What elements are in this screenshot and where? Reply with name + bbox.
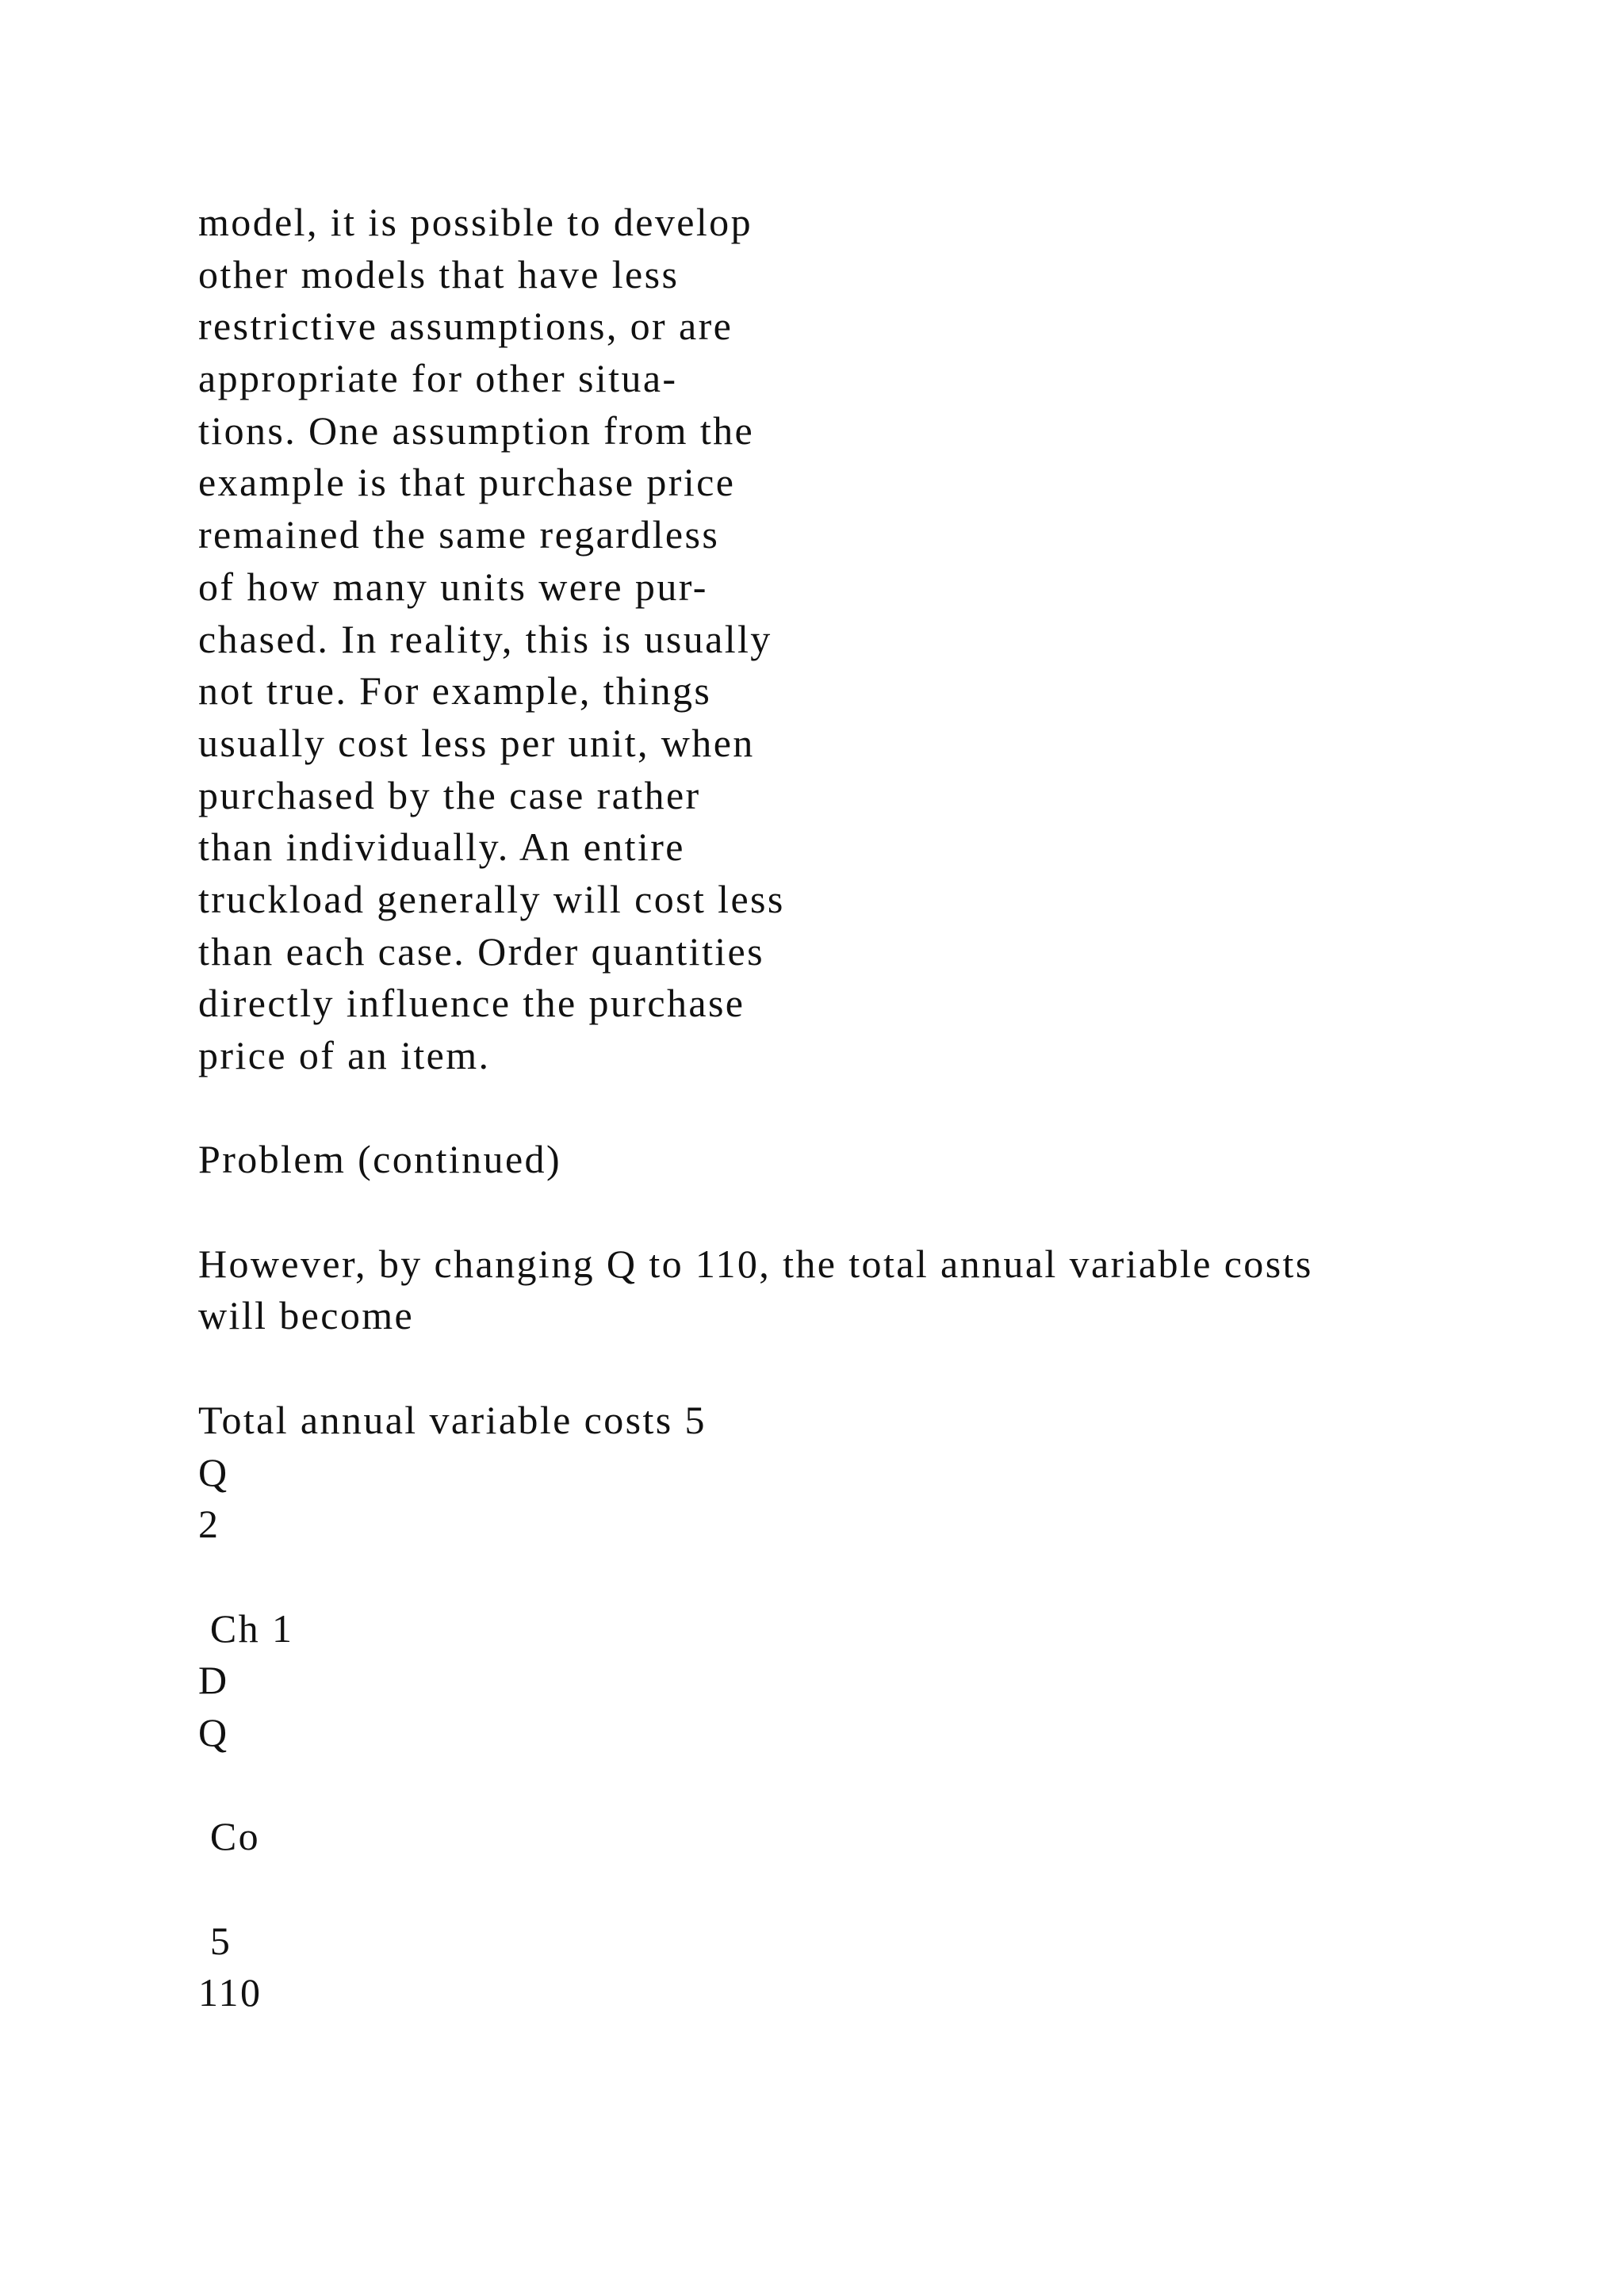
formula-line: Q xyxy=(198,1709,229,1755)
section-heading: Problem (continued) xyxy=(198,1137,562,1182)
blank-line xyxy=(198,1863,1546,1915)
document-text xyxy=(198,197,1546,2019)
text-line: directly influence the purchase xyxy=(198,981,745,1026)
text-line: other models that have less xyxy=(198,251,680,297)
text-line: truckload generally will cost less xyxy=(198,876,785,921)
text-line: will become xyxy=(198,1293,415,1338)
blank-line xyxy=(198,1551,1546,1603)
text-line: tions. One assumption from the xyxy=(198,408,755,453)
text-line: price of an item. xyxy=(198,1033,491,1077)
formula-line: Q xyxy=(198,1449,229,1494)
formula-line: Co xyxy=(198,1814,261,1859)
blank-line xyxy=(198,1342,1546,1395)
text-line: usually cost less per unit, when xyxy=(198,720,755,765)
formula-line: D xyxy=(198,1658,229,1703)
text-line: purchased by the case rather xyxy=(198,772,701,817)
formula-line: 110 xyxy=(198,1970,262,2015)
text-line: model, it is possible to develop xyxy=(198,200,753,244)
formula-line: 2 xyxy=(198,1502,220,1547)
formula-line: Total annual variable costs 5 xyxy=(198,1397,707,1442)
blank-line xyxy=(198,1759,1546,1812)
text-line: not true. For example, things xyxy=(198,668,712,714)
text-line: of how many units were pur- xyxy=(198,564,708,609)
formula-line: Ch 1 xyxy=(198,1605,294,1651)
text-line: appropriate for other situa- xyxy=(198,356,678,401)
text-line: However, by changing Q to 110, the total annual variable costs xyxy=(198,1241,1313,1286)
text-line: than each case. Order quantities xyxy=(198,928,765,974)
blank-line xyxy=(198,1186,1546,1238)
formula-line: 5 xyxy=(198,1918,232,1963)
text-line: chased. In reality, this is usually xyxy=(198,616,772,661)
blank-line xyxy=(198,1082,1546,1135)
text-line: example is that purchase price xyxy=(198,460,736,505)
text-line: remained the same regardless xyxy=(198,512,720,557)
text-line: than individually. An entire xyxy=(198,825,685,870)
text-line: restrictive assumptions, or are xyxy=(198,304,733,349)
